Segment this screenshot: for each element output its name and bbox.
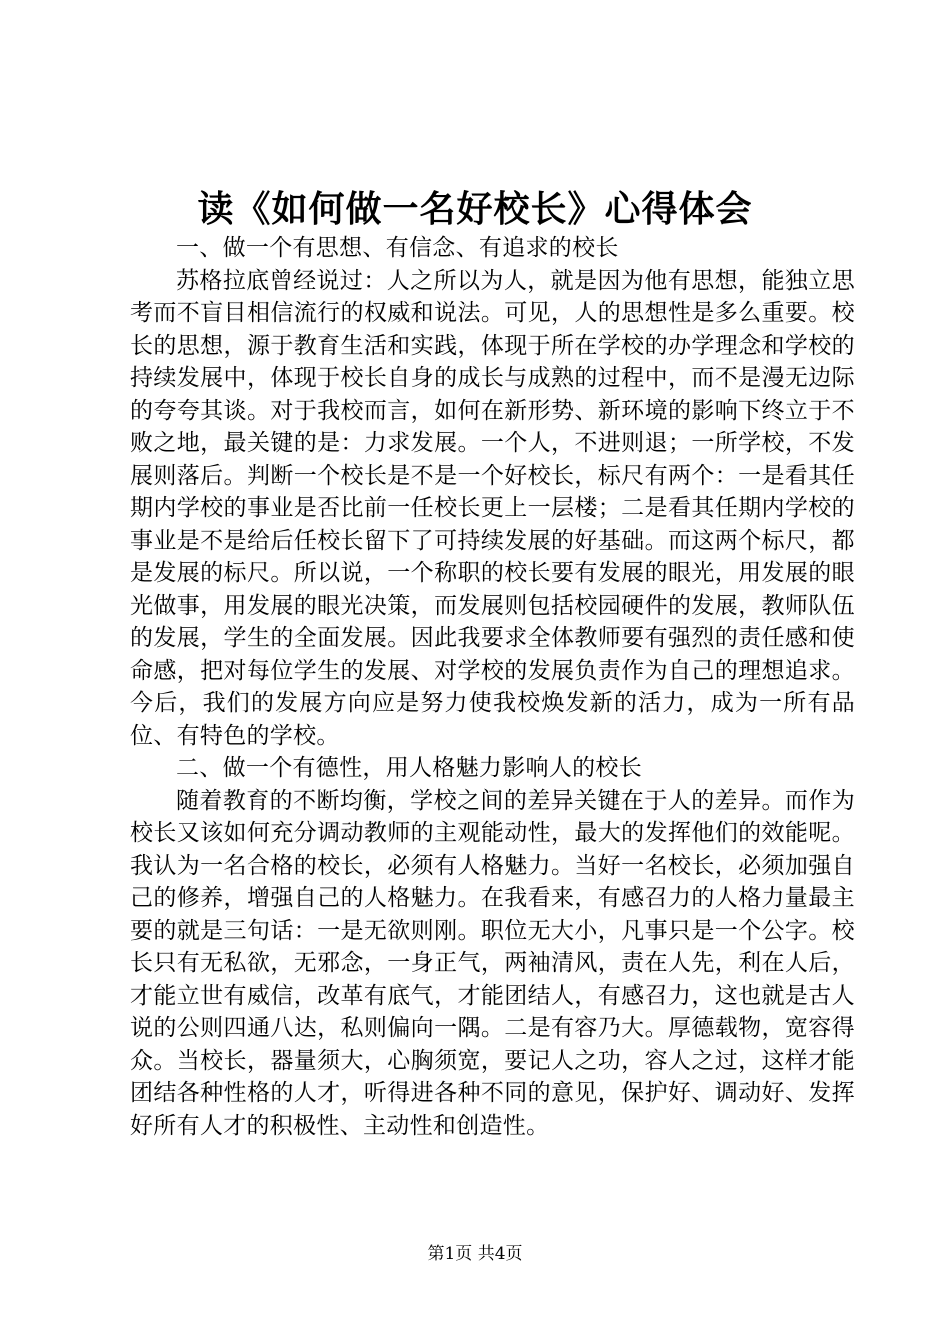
section-heading-1: 一、做一个有思想、有信念、有追求的校长 <box>176 235 619 261</box>
section-heading-2: 二、做一个有德性，用人格魅力影响人的校长 <box>176 755 642 781</box>
body-paragraph-1: 苏格拉底曾经说过：人之所以为人，就是因为他有思想，能独立思考而不盲目相信流行的权威和说法。可见，人的思想性是多么重要。校长的思想，源于教育生活和实践，体现于所在学校的办学理念和学校的持续发展中，体现于校长自身的成长与成熟的过程中，而不是漫无边际的夸夸其谈。对于我校而言，如何在新形势、新环境的影响下终立于不败之地，最关键的是：力求发展。一个人，不进则退；一所学校，不发展则落后。判断一个校长是不是一个好校长，标尺有两个：一是看其任期内学校的事业是否比前一任校长更上一层楼；二是看其任期内学校的事业是不是给后任校长留下了可持续发展的好基础。而这两个标尺，都是发展的标尺。所以说，一个称职的校长要有发展的眼光，用发展的眼光做事，用发展的眼光决策，而发展则包括校园硬件的发展，教师队伍的发展，学生的全面发展。因此我要求全体教师要有强烈的责任感和使命感，把对每位学生的发展、对学校的发展负责作为自己的理想追求。今后，我们的发展方向应是努力使我校焕发新的活力，成为一所有品位、有特色的学校。 <box>130 267 855 749</box>
body-paragraph-2: 随着教育的不断均衡，学校之间的差异关键在于人的差异。而作为校长又该如何充分调动教师的主观能动性，最大的发挥他们的效能呢。我认为一名合格的校长，必须有人格魅力。当好一名校长，必须加强自己的修养，增强自己的人格魅力。在我看来，有感召力的人格力量最主要的就是三句话：一是无欲则刚。职位无大小，凡事只是一个公字。校长只有无私欲，无邪念，一身正气，两袖清风，责在人先，利在人后，才能立世有威信，改革有底气，才能团结人，有感召力，这也就是古人说的公则四通八达，私则偏向一隅。二是有容乃大。厚德载物，宽容得众。当校长，器量须大，心胸须宽，要记人之功，容人之过，这样才能团结各种性格的人才，听得进各种不同的意见，保护好、调动好、发挥好所有人才的积极性、主动性和创造性。 <box>130 787 855 1139</box>
document-title: 读《如何做一名好校长》心得体会 <box>197 188 753 230</box>
document-body <box>130 232 855 1142</box>
page-footer: 第1页 共4页 <box>427 1244 523 1264</box>
